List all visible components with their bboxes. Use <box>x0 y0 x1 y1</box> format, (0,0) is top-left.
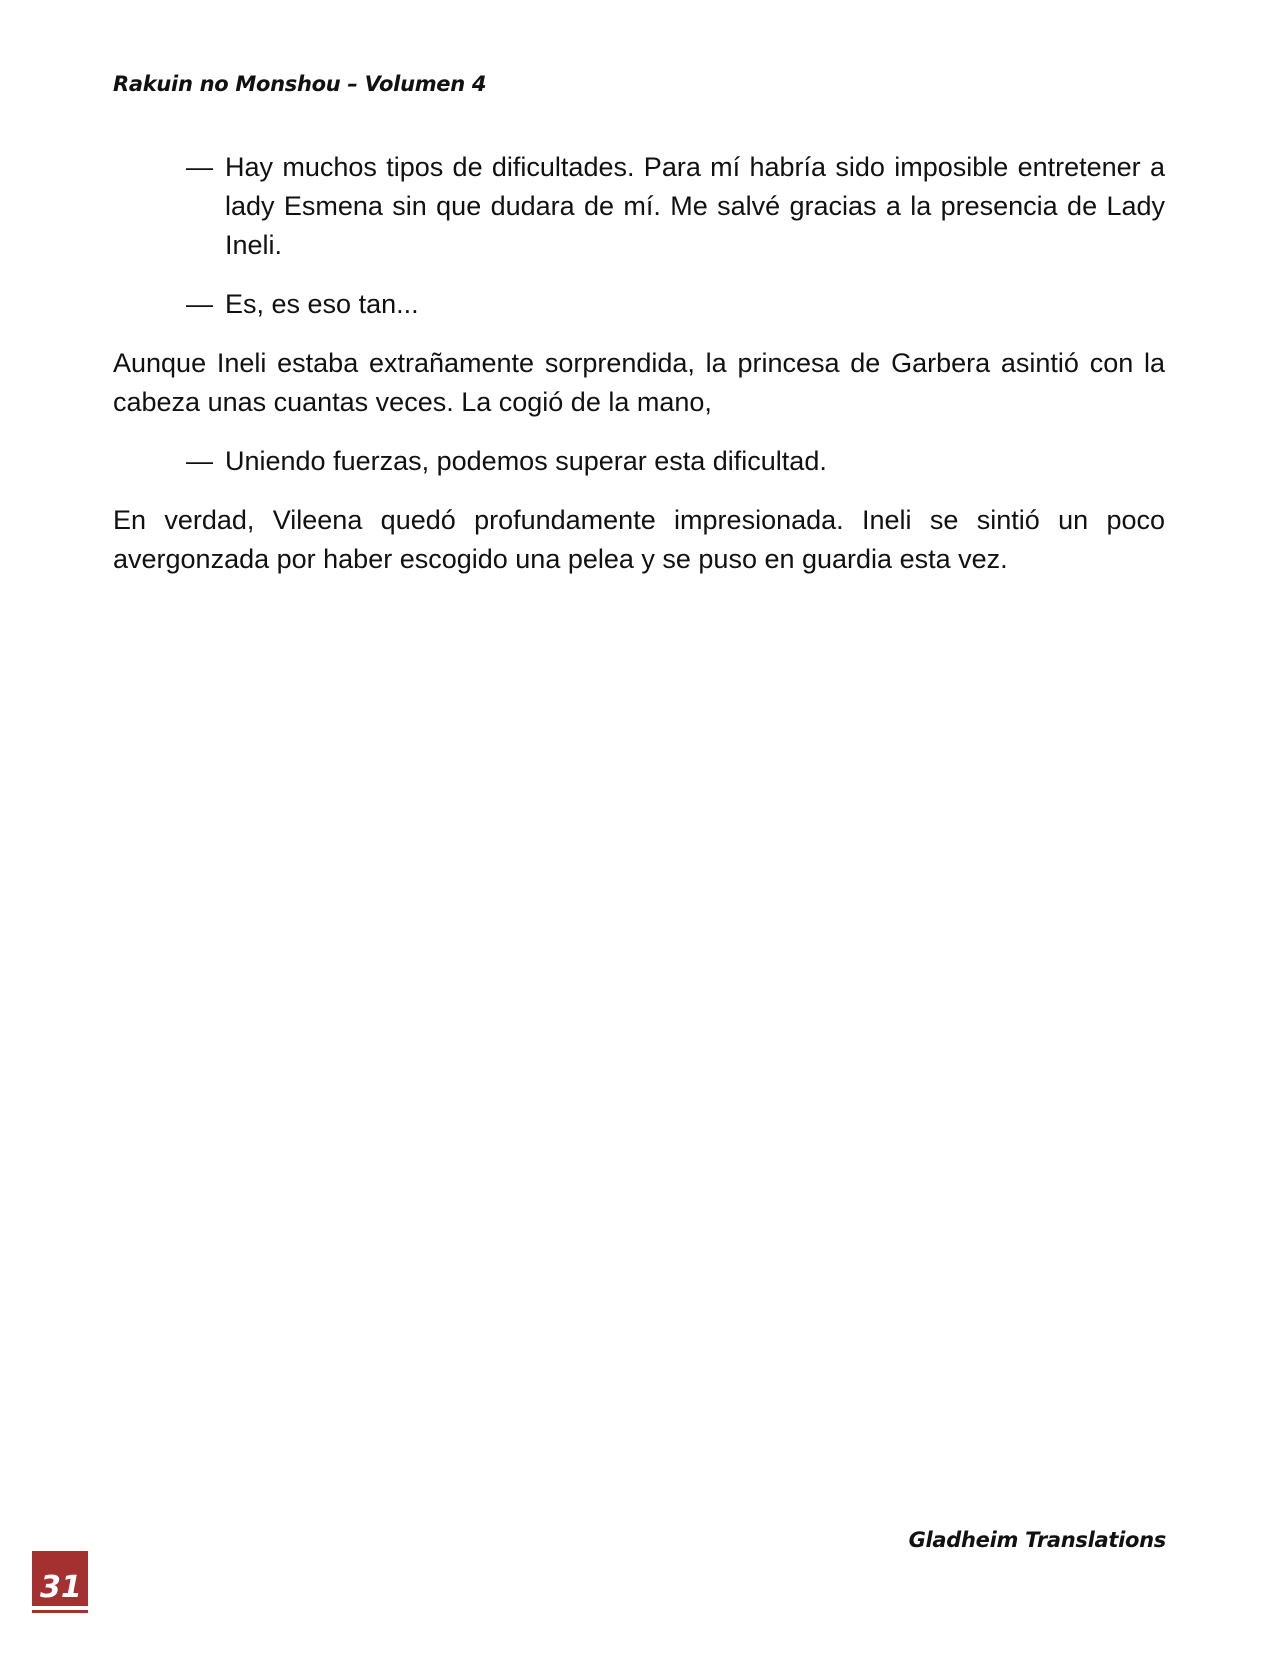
dialogue-paragraph <box>186 442 1165 481</box>
narration-paragraph: Aunque Ineli estaba extrañamente sorprendida, la princesa de Garbera asintió con la cabeza unas cuantas veces. La cogió de la mano, <box>113 348 1165 417</box>
dialogue-text: Uniendo fuerzas, podemos superar esta dificultad. <box>225 446 827 476</box>
page-number-underline <box>32 1606 88 1610</box>
dialogue-dash: — <box>186 446 213 476</box>
dialogue-paragraph <box>186 285 1165 324</box>
dialogue-text: Hay muchos tipos de dificultades. Para mí habría sido imposible entretener a lady Esmena sin que dudara de mí. Me salvé gracias a la presencia de Lady Ineli. <box>225 152 1165 260</box>
footer-credit: Gladheim Translations <box>908 1528 1166 1552</box>
dialogue-dash: — <box>186 289 213 319</box>
dialogue-text: Es, es eso tan... <box>225 289 419 319</box>
dialogue-paragraph <box>186 148 1165 265</box>
dialogue-dash: — <box>186 152 213 182</box>
running-header-title: Rakuin no Monshou – Volumen 4 <box>113 72 487 96</box>
page-body <box>113 148 1165 599</box>
page-number: 31 <box>40 1570 82 1605</box>
narration-paragraph: En verdad, Vileena quedó profundamente impresionada. Ineli se sintió un poco avergonzada por haber escogido una pelea y se puso en guardia esta vez. <box>113 505 1165 574</box>
